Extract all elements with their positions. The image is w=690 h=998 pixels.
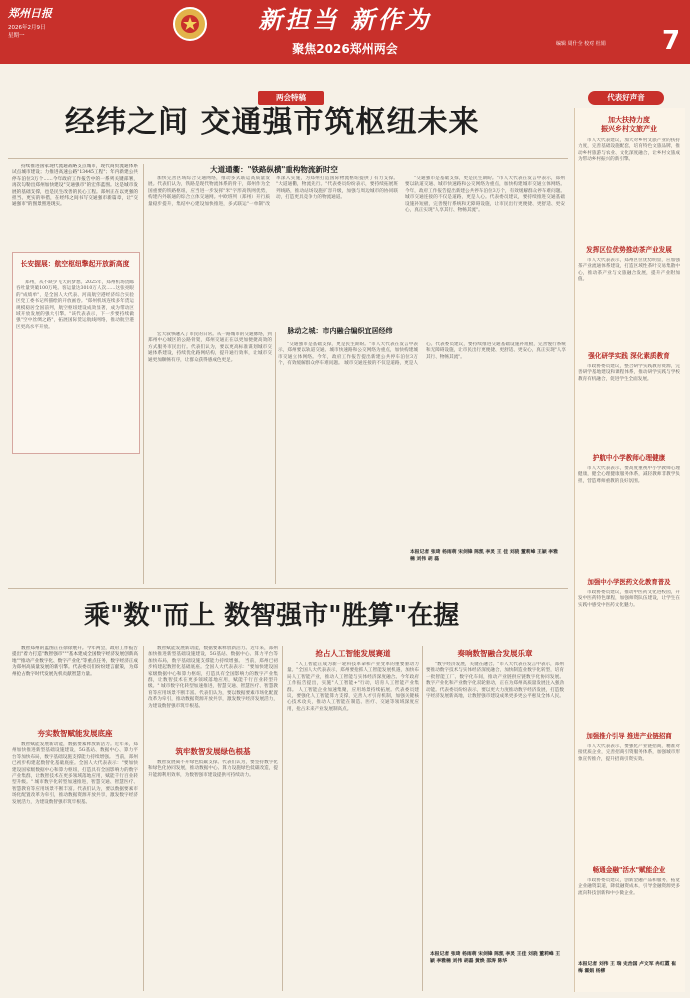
editor-info: 编辑 周什全 校对 杜娟 [556, 41, 606, 47]
col3-head: 脉动之城：市内融合编织宜居经纬 [287, 327, 393, 335]
box-1-text [16, 280, 134, 448]
sidebar-item-title: 加大扶持力度 振兴乡村文旅产业 [601, 116, 657, 133]
col2-body: 加快完善区域综合交通网络，推动多式联运高质量发展。代表们认为，铁路是现代物流体系的骨干，郑州作为全国重要的铁路枢纽，应当进一步发挥"米"字形高铁网优势，构建内外联通的综合立体交通网。中欧班列（郑州）开行质量稳步提升，集结中心建设加快推进，多式联运"一单制"改革深入实施，为郑州打造国际物流枢纽提供了有力支撑。 "大道通衢，物流先行。"代表委员纷纷表示，要持续拓展班列线路，推动站场设施扩容升级，加强与周边城市的协同联动，打造更具竞争力的物流通道。 [148, 176, 398, 207]
masthead-date: 2026年2月9日 [8, 25, 46, 31]
headline-1: 经纬之间 交通强市筑枢纽未来 [65, 105, 480, 140]
sub4-head: 奏响数智融合发展乐章 [457, 649, 533, 658]
sidebar-item-body: 市人大代表表示，郑州区位优势明显，应加强茶产业流通体系建设，打造区域性茶叶交易集散中心，推动茶产业与文旅融合发展，提升产业附加值。 [578, 258, 680, 283]
sidebar-item-body: 市政协委员建议，推动中医药文化进校园，开发中医药特色课程，加强师资队伍建设，让学生在实践中感受中医药文化魅力。 [578, 590, 680, 608]
sidebar-item-body: 市人大代表建议，加大对乡村文旅产业的扶持力度，完善基础设施配套，培育特色文旅品牌，推动乡村旅游与农业、文化深度融合，让乡村文旅成为带动乡村振兴的新引擎。 [578, 138, 680, 163]
sub3-body: 数智发展离不开绿色低碳支撑。代表们认为，要坚持数字化和绿色化协同发展，推动数据中心、算力设施绿色低碳改造，提升能源利用效率，为数智强市建设提供可持续动力。 [148, 760, 278, 778]
sub2-text [287, 662, 419, 992]
box-1-title: 长安握展：航空枢纽擎起开放新高度 [20, 260, 130, 268]
sub1-body: 数智赋能发展新动能，数据要素释放新活力。近年来，郑州加快推进新型基础设施建设，5G基站、数据中心、算力平台等加快布局，数字基础设施支撑能力持续增强。 当前，郑州已初步构建起数智化基础底座。全国人大代表表示："要加快建设国家级数据中心和算力枢纽，打造具有全国影响力的数字产业集群，让数智技术在更多领域落地应用，赋能千行百业转型升级。" 城市数字化转型加速推进，智慧交通、智慧医疗、智慧教育等应用场景不断丰富。代表们认为，要以数据要素市场化配置改革为牵引，推动数据资源开放共享，激发数字经济发展活力，为建设数智强市筑牢根基。 [12, 742, 138, 805]
sidebar-item-title: 畅通金融"活水"赋能企业 [592, 866, 666, 874]
col2b-text [148, 646, 278, 741]
byline-1: 本报记者 张琦 杨雨萌 宋剑锋 陈凯 李灵 王 佳 刘骁 董莉峰 王颖 李雅楠 刘伟 胡 磊 [410, 550, 558, 562]
col3-body: "交通强市是基础支撑，更是民生期盼。"市人大代表在发言中表示，郑州要以轨道交通、城市快速路和公交网络为重点，加快构建城市交通立体网络。今年，政府工作报告提出新建公共停车泊位3万个，有效缓解群众停车难问题。 城市交通连接的不仅是道路，更是人心。代表委员建议，要持续推进交通基础设施补短板，完善慢行系统和无障碍设施，让市民出行更便捷、更舒适、更安心，真正实现"人享其行、物畅其流"。 [405, 176, 565, 214]
lead-2-text: 数智郑州的蓝图正在徐徐展开。今年两会，政府工作报告提出"着力打造"数智强市"""基本建成全国数字经济发展创新高地""推动产业数字化、数字产业化"等重点任务，数字经济正成为郑州高质量发展的新引擎。代表委员们纷纷建言献策，为郑州抢占数字时代发展先机贡献智慧力量。 [12, 646, 138, 677]
col1b-body: 宏大叙事融入了市民的日常。从一路城市的交通脉络，到郑州中心城区的公路骨架，郑州交通正在以更加便捷高效的方式服务市民出行。代表们认为，要以更高标准谋划城市交通体系建设，持续优化路网结构，提升通行效率，让城市交通更加顺畅有序，让群众获得感成色更足。 [148, 332, 272, 363]
divider [282, 646, 283, 991]
sidebar-item-text [578, 364, 680, 450]
paper-name-logo: 郑州日报 [8, 7, 52, 20]
masthead-weekday: 星期一 [8, 33, 25, 39]
col3-text-cont [278, 342, 566, 570]
divider [8, 158, 568, 159]
badge-left-label: 两会特稿 [276, 93, 306, 102]
col2-text [148, 176, 398, 324]
col2b-body: 数智赋能发展新动能，数据要素释放新活力。近年来，郑州加快推进新型基础设施建设，5G基站、数据中心、算力平台等加快布局，数字基础设施支撑能力持续增强。 当前，郑州已初步构建起数智化基础底座。全国人大代表表示："要加快建设国家级数据中心和算力枢纽，打造具有全国影响力的数字产业集群，让数智技术在更多领域落地应用，赋能千行百业转型升级。" 城市数字化转型加速推进，智慧交通、智慧医疗、智慧教育等应用场景不断丰富。代表们认为，要以数据要素市场化配置改革为牵引，推动数据资源开放共享，激发数字经济发展活力，为建设数智强市筑牢根基。 [148, 646, 278, 709]
sub3-head: 筑牢数智发展绿色根基 [175, 747, 251, 756]
col3-body-cont: "交通强市是基础支撑，更是民生期盼。"市人大代表在发言中表示，郑州要以轨道交通、城市快速路和公交网络为重点，加快构建城市交通立体网络。今年，政府工作报告提出新建公共停车泊位3万个，有效缓解群众停车难问题。 城市交通连接的不仅是道路，更是人心。代表委员建议，要持续推进交通基础设施补短板，完善慢行系统和无障碍设施，让市民出行更便捷、更舒适、更安心，真正实现"人享其行、物畅其流"。 [278, 342, 566, 367]
lead-1-text: 持续推进国家现代流通战略支点城市，现代商贸流通体系试点城市建设；力推进高速公路"13445工程"；年内新建公共停车泊位3万个……今年政府工作报告中的一系列关键部署，再次勾勒出郑州加快建设"交通强市"的宏伟蓝图。这是城市发展的基础支撑，也是民生改善的民心工程。郑州正在以更强的担当、更实的举措，在经纬之间书写交通强市新篇章，让"交通强市"的图景照进现实。 [12, 164, 138, 208]
sub1-text [12, 742, 138, 992]
sidebar-item-text [578, 878, 680, 958]
col3-text [405, 176, 565, 330]
sub1-head: 夯实数智赋能发展底座 [37, 729, 113, 738]
badge-right [588, 91, 664, 105]
sidebar-item-text [578, 138, 680, 242]
masthead-subtitle: 聚焦2026郑州两会 [292, 42, 398, 56]
lead-1 [12, 164, 138, 252]
sidebar-item-body: 市人大代表表示，要强化产业链招商，精准对接优质企业，完善招商引资服务体系，加强城市形象宣传推介，提升招商引资实效。 [578, 744, 680, 762]
sidebar-item-title: 加强中小学医药文化教育普及 [587, 578, 671, 586]
sidebar-item-title: 加强推介引导 推进产业链招商 [586, 732, 672, 740]
byline-2: 本报记者 张琦 杨雨萌 宋剑锋 陈凯 李灵 王佳 刘骁 董莉峰 王颖 李雅楠 刘伟 胡磊 黄焕 邵涛 陈华 [430, 952, 561, 964]
sidebar-item-text [578, 590, 680, 728]
sidebar-item-text [578, 744, 680, 862]
sidebar-item-title: 发挥区位优势推动茶产业发展 [586, 246, 672, 254]
divider [8, 588, 568, 589]
sub3-text [148, 760, 278, 992]
col2-head: 大道通衢："铁路纵横"重构物流新时空 [210, 165, 338, 174]
sidebar-item-text [578, 466, 680, 574]
sidebar-item-body: 市政协委员建议，整合研学实践教育资源，完善研学基地建设和课程体系，推动研学实践与学校教育有机融合，促进学生全面发展。 [578, 364, 680, 382]
sub4-text [426, 662, 564, 950]
divider [143, 164, 144, 584]
sidebar-item-title: 护航中小学教师心理健康 [592, 454, 666, 462]
divider [275, 332, 276, 584]
sub4-body: "数字经济发展，关键在融合。"市人大代表在发言中表示，郑州要推动数字技术与实体经济深度融合，加快制造业数字化转型，培育一批智能工厂、数字化车间，推动产业链供应链数字化协同发展。 数字产业化和产业数字化双轮驱动，正在为郑州高质量发展注入强劲动能。代表委员纷纷表示，要以更大力度推动数字经济发展，打造数字经济发展新高地，让数智强市建设成果更多更公平惠及全体人民。 [426, 662, 564, 700]
sidebar-byline: 本报记者 刘伟 王 瑞 史治国 卢文军 冉红霞 崔梅 霍娟 杨柳 [578, 962, 677, 974]
sidebar-item-title: 强化研学实践 深化素质教育 [588, 352, 670, 360]
sub2-body: "人工智能正成为新一轮科技革命和产业变革的重要驱动力量。"全国人大代表表示，郑州要抢抓人工智能发展机遇，加快布局人工智能产业，推动人工智能与实体经济深度融合。今年政府工作报告提出，实施"人工智能+"行动，培育人工智能产业集群。 人工智能企业加速集聚，应用场景持续拓展。代表委员建议，要强化人工智能算力支撑，完善人才引育机制，加强关键核心技术攻关，推动人工智能在制造、医疗、交通等领域深度应用，抢占未来产业发展制高点。 [287, 662, 419, 712]
lead-2 [12, 646, 138, 724]
badge-right-label: 代表好声音 [607, 93, 645, 102]
divider [143, 646, 144, 991]
sidebar-item-body: 市人大代表表示，要高度重视中小学教师心理健康，健全心理健康服务体系，减轻教师非教学负担，营造尊师重教的良好氛围。 [578, 466, 680, 484]
headline-2: 乘"数"而上 数智强市"胜算"在握 [84, 601, 460, 631]
box-1-body: 郑州，从不缺少飞天的梦想。2025年，郑州机场货邮吞吐量突破100万吨。客运量达3010万人次……这张亮眼的"成绩单"，是全国人大代表、河南航空港经济综合实验区党工委书记所描绘的开放画卷。"郑州机场连续多年货运规模稳居全国前列，航空枢纽建设成效显著，成为带动区域开放发展的强大引擎。"该代表表示，下一步要持续做强"空中丝绸之路"，拓展国际货运航线网络，推动航空港区更高水平开放。 [16, 280, 134, 330]
sidebar-item-body: 市政协委员建议，创新金融产品和服务，拓宽企业融资渠道，降低融资成本，引导金融资源更多流向科技创新和中小微企业。 [578, 878, 680, 896]
sidebar-item-text [578, 258, 680, 348]
divider [422, 646, 423, 991]
sub2-head: 抢占人工智能发展赛道 [315, 649, 391, 658]
slogan: 新担当 新作为 [258, 5, 432, 34]
page-number: 7 [662, 26, 681, 56]
emblem-icon [173, 7, 207, 41]
col1b-text [148, 332, 272, 572]
